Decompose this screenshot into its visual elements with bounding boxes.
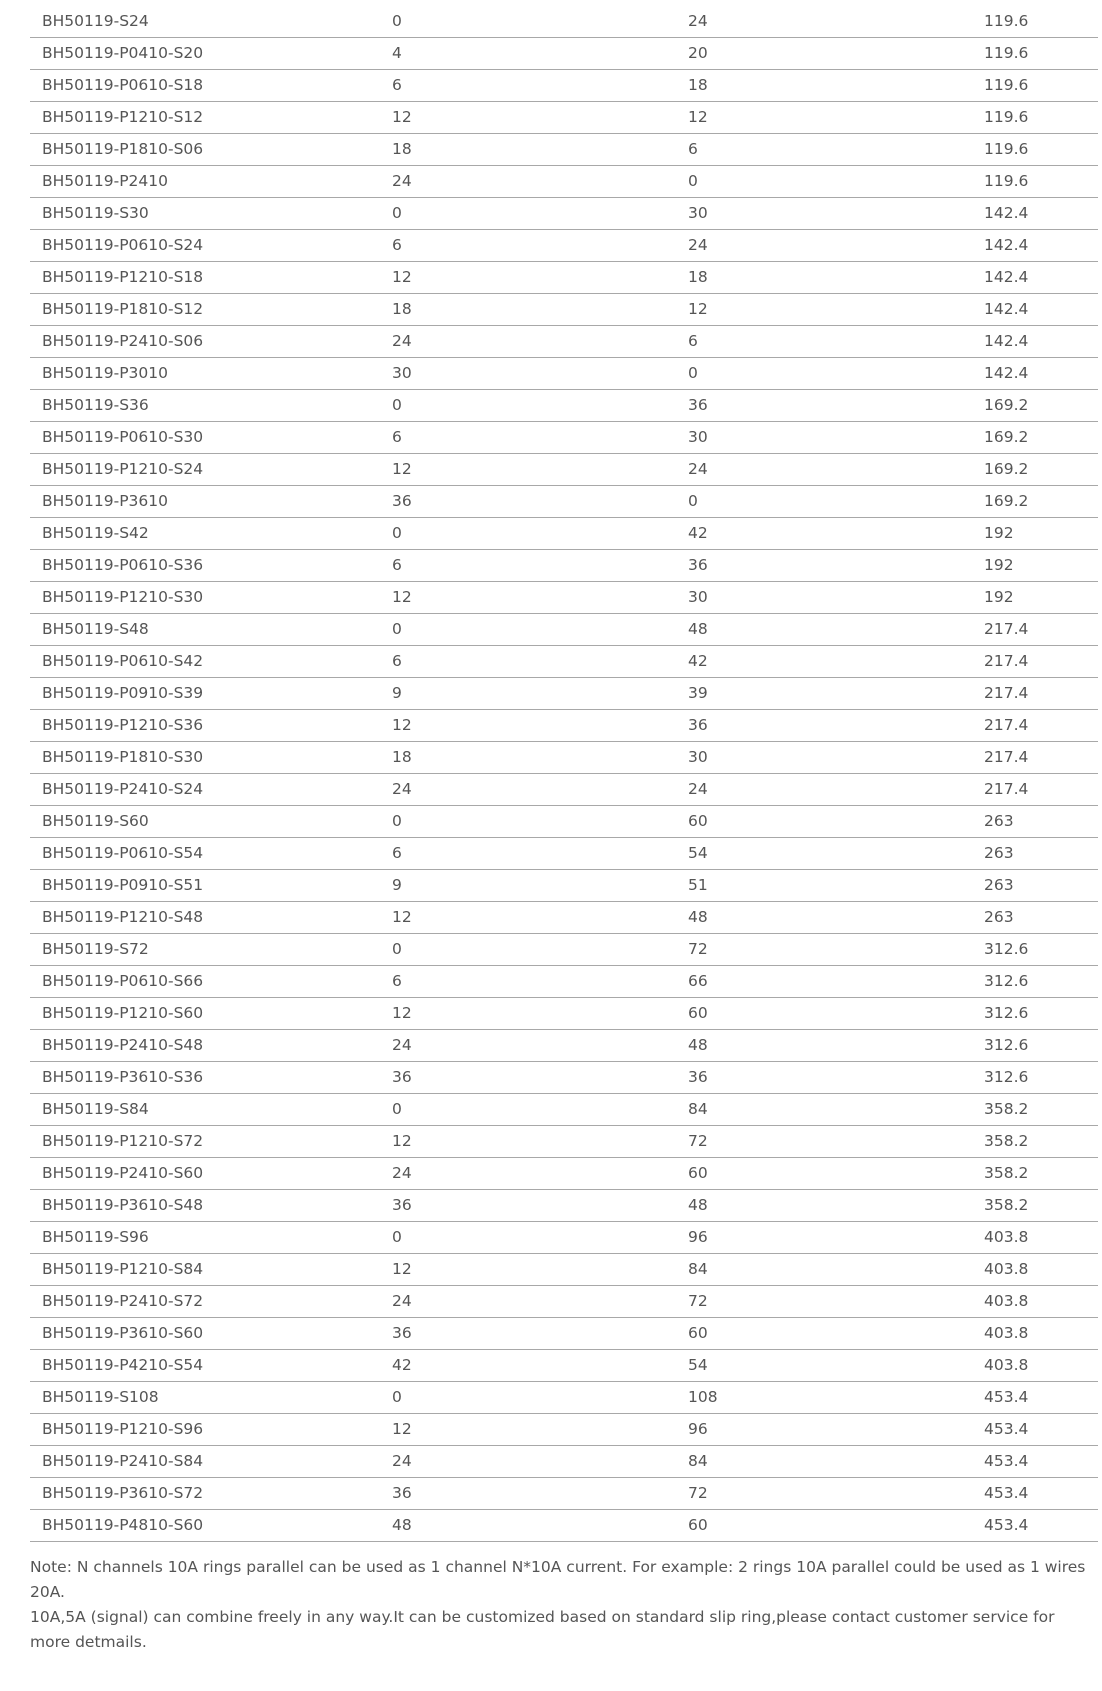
table-row: [30, 806, 1098, 838]
signal-rings-cell: 24: [676, 774, 972, 806]
signal-rings-cell: 60: [676, 1510, 972, 1542]
signal-rings-cell: 72: [676, 934, 972, 966]
signal-rings-cell: 0: [676, 486, 972, 518]
signal-rings-cell: 48: [676, 902, 972, 934]
model-cell: BH50119-P0610-S24: [30, 230, 380, 262]
signal-rings-cell: 0: [676, 358, 972, 390]
signal-rings-cell: 96: [676, 1414, 972, 1446]
table-row: [30, 294, 1098, 326]
model-cell: BH50119-P0610-S42: [30, 646, 380, 678]
table-row: [30, 1286, 1098, 1318]
model-cell: BH50119-S72: [30, 934, 380, 966]
power-rings-cell: 0: [380, 806, 676, 838]
signal-rings-cell: 36: [676, 550, 972, 582]
power-rings-cell: 0: [380, 614, 676, 646]
model-cell: BH50119-S48: [30, 614, 380, 646]
length-cell: 312.6: [972, 1062, 1098, 1094]
power-rings-cell: 4: [380, 38, 676, 70]
power-rings-cell: 12: [380, 1254, 676, 1286]
length-cell: 119.6: [972, 6, 1098, 38]
power-rings-cell: 30: [380, 358, 676, 390]
length-cell: 312.6: [972, 1030, 1098, 1062]
length-cell: 119.6: [972, 134, 1098, 166]
length-cell: 263: [972, 902, 1098, 934]
signal-rings-cell: 36: [676, 1062, 972, 1094]
power-rings-cell: 9: [380, 678, 676, 710]
signal-rings-cell: 24: [676, 6, 972, 38]
table-row: [30, 774, 1098, 806]
power-rings-cell: 48: [380, 1510, 676, 1542]
model-cell: BH50119-P0610-S66: [30, 966, 380, 998]
model-cell: BH50119-P1210-S96: [30, 1414, 380, 1446]
table-row: [30, 1510, 1098, 1542]
length-cell: 453.4: [972, 1510, 1098, 1542]
length-cell: 263: [972, 806, 1098, 838]
power-rings-cell: 24: [380, 326, 676, 358]
table-row: [30, 1350, 1098, 1382]
signal-rings-cell: 60: [676, 1318, 972, 1350]
table-row: [30, 1094, 1098, 1126]
table-row: [30, 422, 1098, 454]
power-rings-cell: 0: [380, 6, 676, 38]
signal-rings-cell: 20: [676, 38, 972, 70]
power-rings-cell: 12: [380, 582, 676, 614]
power-rings-cell: 24: [380, 1158, 676, 1190]
length-cell: 312.6: [972, 966, 1098, 998]
table-row: [30, 166, 1098, 198]
table-row: [30, 358, 1098, 390]
model-cell: BH50119-P1210-S30: [30, 582, 380, 614]
model-cell: BH50119-P1810-S06: [30, 134, 380, 166]
model-cell: BH50119-P2410: [30, 166, 380, 198]
table-row: [30, 1190, 1098, 1222]
model-cell: BH50119-P0610-S18: [30, 70, 380, 102]
table-row: [30, 742, 1098, 774]
signal-rings-cell: 48: [676, 1030, 972, 1062]
table-row: [30, 326, 1098, 358]
power-rings-cell: 24: [380, 1446, 676, 1478]
length-cell: 169.2: [972, 390, 1098, 422]
length-cell: 403.8: [972, 1318, 1098, 1350]
model-cell: BH50119-P0610-S30: [30, 422, 380, 454]
length-cell: 119.6: [972, 102, 1098, 134]
power-rings-cell: 36: [380, 486, 676, 518]
power-rings-cell: 12: [380, 902, 676, 934]
signal-rings-cell: 6: [676, 134, 972, 166]
length-cell: 217.4: [972, 710, 1098, 742]
signal-rings-cell: 0: [676, 166, 972, 198]
length-cell: 453.4: [972, 1478, 1098, 1510]
model-cell: BH50119-S60: [30, 806, 380, 838]
table-row: [30, 198, 1098, 230]
power-rings-cell: 0: [380, 1382, 676, 1414]
model-cell: BH50119-P4810-S60: [30, 1510, 380, 1542]
length-cell: 192: [972, 550, 1098, 582]
table-row: [30, 934, 1098, 966]
signal-rings-cell: 48: [676, 1190, 972, 1222]
length-cell: 142.4: [972, 326, 1098, 358]
table-row: [30, 870, 1098, 902]
model-cell: BH50119-P2410-S60: [30, 1158, 380, 1190]
table-row: [30, 486, 1098, 518]
length-cell: 169.2: [972, 454, 1098, 486]
table-row: [30, 1222, 1098, 1254]
signal-rings-cell: 60: [676, 1158, 972, 1190]
length-cell: 453.4: [972, 1382, 1098, 1414]
power-rings-cell: 36: [380, 1318, 676, 1350]
power-rings-cell: 0: [380, 1094, 676, 1126]
table-row: [30, 614, 1098, 646]
signal-rings-cell: 36: [676, 710, 972, 742]
signal-rings-cell: 108: [676, 1382, 972, 1414]
model-cell: BH50119-S42: [30, 518, 380, 550]
signal-rings-cell: 72: [676, 1286, 972, 1318]
model-cell: BH50119-P0410-S20: [30, 38, 380, 70]
length-cell: 217.4: [972, 646, 1098, 678]
signal-rings-cell: 30: [676, 742, 972, 774]
table-row: [30, 230, 1098, 262]
power-rings-cell: 6: [380, 230, 676, 262]
model-cell: BH50119-P3610-S36: [30, 1062, 380, 1094]
table-row: [30, 1478, 1098, 1510]
signal-rings-cell: 72: [676, 1126, 972, 1158]
model-cell: BH50119-S24: [30, 6, 380, 38]
model-cell: BH50119-P1810-S12: [30, 294, 380, 326]
length-cell: 169.2: [972, 422, 1098, 454]
model-cell: BH50119-P1210-S36: [30, 710, 380, 742]
model-cell: BH50119-P1210-S84: [30, 1254, 380, 1286]
table-row: [30, 838, 1098, 870]
table-row: [30, 646, 1098, 678]
signal-rings-cell: 30: [676, 198, 972, 230]
length-cell: 142.4: [972, 230, 1098, 262]
model-cell: BH50119-P0910-S39: [30, 678, 380, 710]
model-cell: BH50119-P3610: [30, 486, 380, 518]
power-rings-cell: 12: [380, 710, 676, 742]
signal-rings-cell: 60: [676, 998, 972, 1030]
signal-rings-cell: 51: [676, 870, 972, 902]
model-cell: BH50119-P3610-S60: [30, 1318, 380, 1350]
power-rings-cell: 24: [380, 774, 676, 806]
length-cell: 453.4: [972, 1446, 1098, 1478]
model-cell: BH50119-P2410-S48: [30, 1030, 380, 1062]
table-row: [30, 710, 1098, 742]
power-rings-cell: 24: [380, 166, 676, 198]
length-cell: 192: [972, 518, 1098, 550]
signal-rings-cell: 84: [676, 1254, 972, 1286]
model-cell: BH50119-P2410-S06: [30, 326, 380, 358]
power-rings-cell: 12: [380, 102, 676, 134]
model-cell: BH50119-P3610-S72: [30, 1478, 380, 1510]
length-cell: 358.2: [972, 1158, 1098, 1190]
signal-rings-cell: 30: [676, 422, 972, 454]
model-cell: BH50119-S108: [30, 1382, 380, 1414]
table-row: [30, 6, 1098, 38]
table-row: [30, 454, 1098, 486]
note-line-2: 10A,5A (signal) can combine freely in any way.It can be customized based on standard slip ring,please contact customer service for: [30, 1608, 1055, 1626]
model-cell: BH50119-P3010: [30, 358, 380, 390]
signal-rings-cell: 60: [676, 806, 972, 838]
model-cell: BH50119-P2410-S72: [30, 1286, 380, 1318]
table-row: [30, 966, 1098, 998]
table-row: [30, 1158, 1098, 1190]
power-rings-cell: 9: [380, 870, 676, 902]
power-rings-cell: 6: [380, 550, 676, 582]
length-cell: 358.2: [972, 1094, 1098, 1126]
model-cell: BH50119-P0610-S36: [30, 550, 380, 582]
model-cell: BH50119-S30: [30, 198, 380, 230]
power-rings-cell: 0: [380, 390, 676, 422]
power-rings-cell: 12: [380, 262, 676, 294]
table-row: [30, 390, 1098, 422]
signal-rings-cell: 39: [676, 678, 972, 710]
table-row: [30, 998, 1098, 1030]
signal-rings-cell: 24: [676, 454, 972, 486]
power-rings-cell: 36: [380, 1062, 676, 1094]
signal-rings-cell: 66: [676, 966, 972, 998]
model-cell: BH50119-P1210-S12: [30, 102, 380, 134]
table-row: [30, 38, 1098, 70]
power-rings-cell: 6: [380, 838, 676, 870]
model-cell: BH50119-P1210-S48: [30, 902, 380, 934]
model-cell: BH50119-P0610-S54: [30, 838, 380, 870]
slip-ring-spec-table: [30, 6, 1098, 1542]
table-row: [30, 1126, 1098, 1158]
note-line-3: more detmails.: [30, 1633, 147, 1651]
model-cell: BH50119-P3610-S48: [30, 1190, 380, 1222]
table-row: [30, 70, 1098, 102]
table-row: [30, 1062, 1098, 1094]
model-cell: BH50119-P1810-S30: [30, 742, 380, 774]
model-cell: BH50119-P1210-S18: [30, 262, 380, 294]
power-rings-cell: 18: [380, 294, 676, 326]
signal-rings-cell: 96: [676, 1222, 972, 1254]
length-cell: 453.4: [972, 1414, 1098, 1446]
power-rings-cell: 42: [380, 1350, 676, 1382]
signal-rings-cell: 84: [676, 1094, 972, 1126]
model-cell: BH50119-P2410-S84: [30, 1446, 380, 1478]
table-row: [30, 1030, 1098, 1062]
power-rings-cell: 24: [380, 1286, 676, 1318]
power-rings-cell: 18: [380, 134, 676, 166]
signal-rings-cell: 72: [676, 1478, 972, 1510]
power-rings-cell: 6: [380, 966, 676, 998]
model-cell: BH50119-S96: [30, 1222, 380, 1254]
model-cell: BH50119-P0910-S51: [30, 870, 380, 902]
length-cell: 403.8: [972, 1286, 1098, 1318]
model-cell: BH50119-P4210-S54: [30, 1350, 380, 1382]
length-cell: 403.8: [972, 1350, 1098, 1382]
model-cell: BH50119-S36: [30, 390, 380, 422]
length-cell: 192: [972, 582, 1098, 614]
table-row: [30, 102, 1098, 134]
table-row: [30, 1254, 1098, 1286]
table-row: [30, 582, 1098, 614]
signal-rings-cell: 54: [676, 838, 972, 870]
signal-rings-cell: 18: [676, 262, 972, 294]
power-rings-cell: 36: [380, 1190, 676, 1222]
power-rings-cell: 6: [380, 422, 676, 454]
table-row: [30, 1414, 1098, 1446]
length-cell: 119.6: [972, 70, 1098, 102]
power-rings-cell: 24: [380, 1030, 676, 1062]
signal-rings-cell: 36: [676, 390, 972, 422]
power-rings-cell: 36: [380, 1478, 676, 1510]
length-cell: 142.4: [972, 198, 1098, 230]
length-cell: 263: [972, 838, 1098, 870]
table-row: [30, 518, 1098, 550]
table-row: [30, 262, 1098, 294]
note-line-1: Note: N channels 10A rings parallel can be used as 1 channel N*10A current. For example: 2 rings 10A parallel could be used as 1 wires 20A.: [30, 1558, 1086, 1601]
table-row: [30, 134, 1098, 166]
power-rings-cell: 6: [380, 646, 676, 678]
length-cell: 217.4: [972, 774, 1098, 806]
signal-rings-cell: 30: [676, 582, 972, 614]
table-row: [30, 1446, 1098, 1478]
spec-table-body: [30, 6, 1098, 1542]
model-cell: BH50119-P1210-S72: [30, 1126, 380, 1158]
length-cell: 263: [972, 870, 1098, 902]
length-cell: 217.4: [972, 742, 1098, 774]
signal-rings-cell: 12: [676, 102, 972, 134]
model-cell: BH50119-P1210-S60: [30, 998, 380, 1030]
length-cell: 169.2: [972, 486, 1098, 518]
signal-rings-cell: 48: [676, 614, 972, 646]
length-cell: 119.6: [972, 38, 1098, 70]
power-rings-cell: 0: [380, 934, 676, 966]
table-row: [30, 1382, 1098, 1414]
length-cell: 142.4: [972, 262, 1098, 294]
signal-rings-cell: 42: [676, 518, 972, 550]
length-cell: 312.6: [972, 998, 1098, 1030]
length-cell: 358.2: [972, 1190, 1098, 1222]
power-rings-cell: 18: [380, 742, 676, 774]
length-cell: 312.6: [972, 934, 1098, 966]
table-row: [30, 902, 1098, 934]
signal-rings-cell: 24: [676, 230, 972, 262]
signal-rings-cell: 84: [676, 1446, 972, 1478]
length-cell: 142.4: [972, 358, 1098, 390]
length-cell: 119.6: [972, 166, 1098, 198]
signal-rings-cell: 6: [676, 326, 972, 358]
model-cell: BH50119-P1210-S24: [30, 454, 380, 486]
table-row: [30, 550, 1098, 582]
note-paragraph: [30, 1555, 1100, 1655]
length-cell: 217.4: [972, 678, 1098, 710]
power-rings-cell: 0: [380, 518, 676, 550]
signal-rings-cell: 42: [676, 646, 972, 678]
power-rings-cell: 12: [380, 1126, 676, 1158]
model-cell: BH50119-S84: [30, 1094, 380, 1126]
power-rings-cell: 6: [380, 70, 676, 102]
power-rings-cell: 12: [380, 1414, 676, 1446]
length-cell: 217.4: [972, 614, 1098, 646]
table-row: [30, 678, 1098, 710]
signal-rings-cell: 18: [676, 70, 972, 102]
power-rings-cell: 0: [380, 198, 676, 230]
power-rings-cell: 12: [380, 998, 676, 1030]
power-rings-cell: 12: [380, 454, 676, 486]
power-rings-cell: 0: [380, 1222, 676, 1254]
length-cell: 403.8: [972, 1254, 1098, 1286]
model-cell: BH50119-P2410-S24: [30, 774, 380, 806]
length-cell: 358.2: [972, 1126, 1098, 1158]
signal-rings-cell: 12: [676, 294, 972, 326]
length-cell: 142.4: [972, 294, 1098, 326]
signal-rings-cell: 54: [676, 1350, 972, 1382]
length-cell: 403.8: [972, 1222, 1098, 1254]
table-row: [30, 1318, 1098, 1350]
